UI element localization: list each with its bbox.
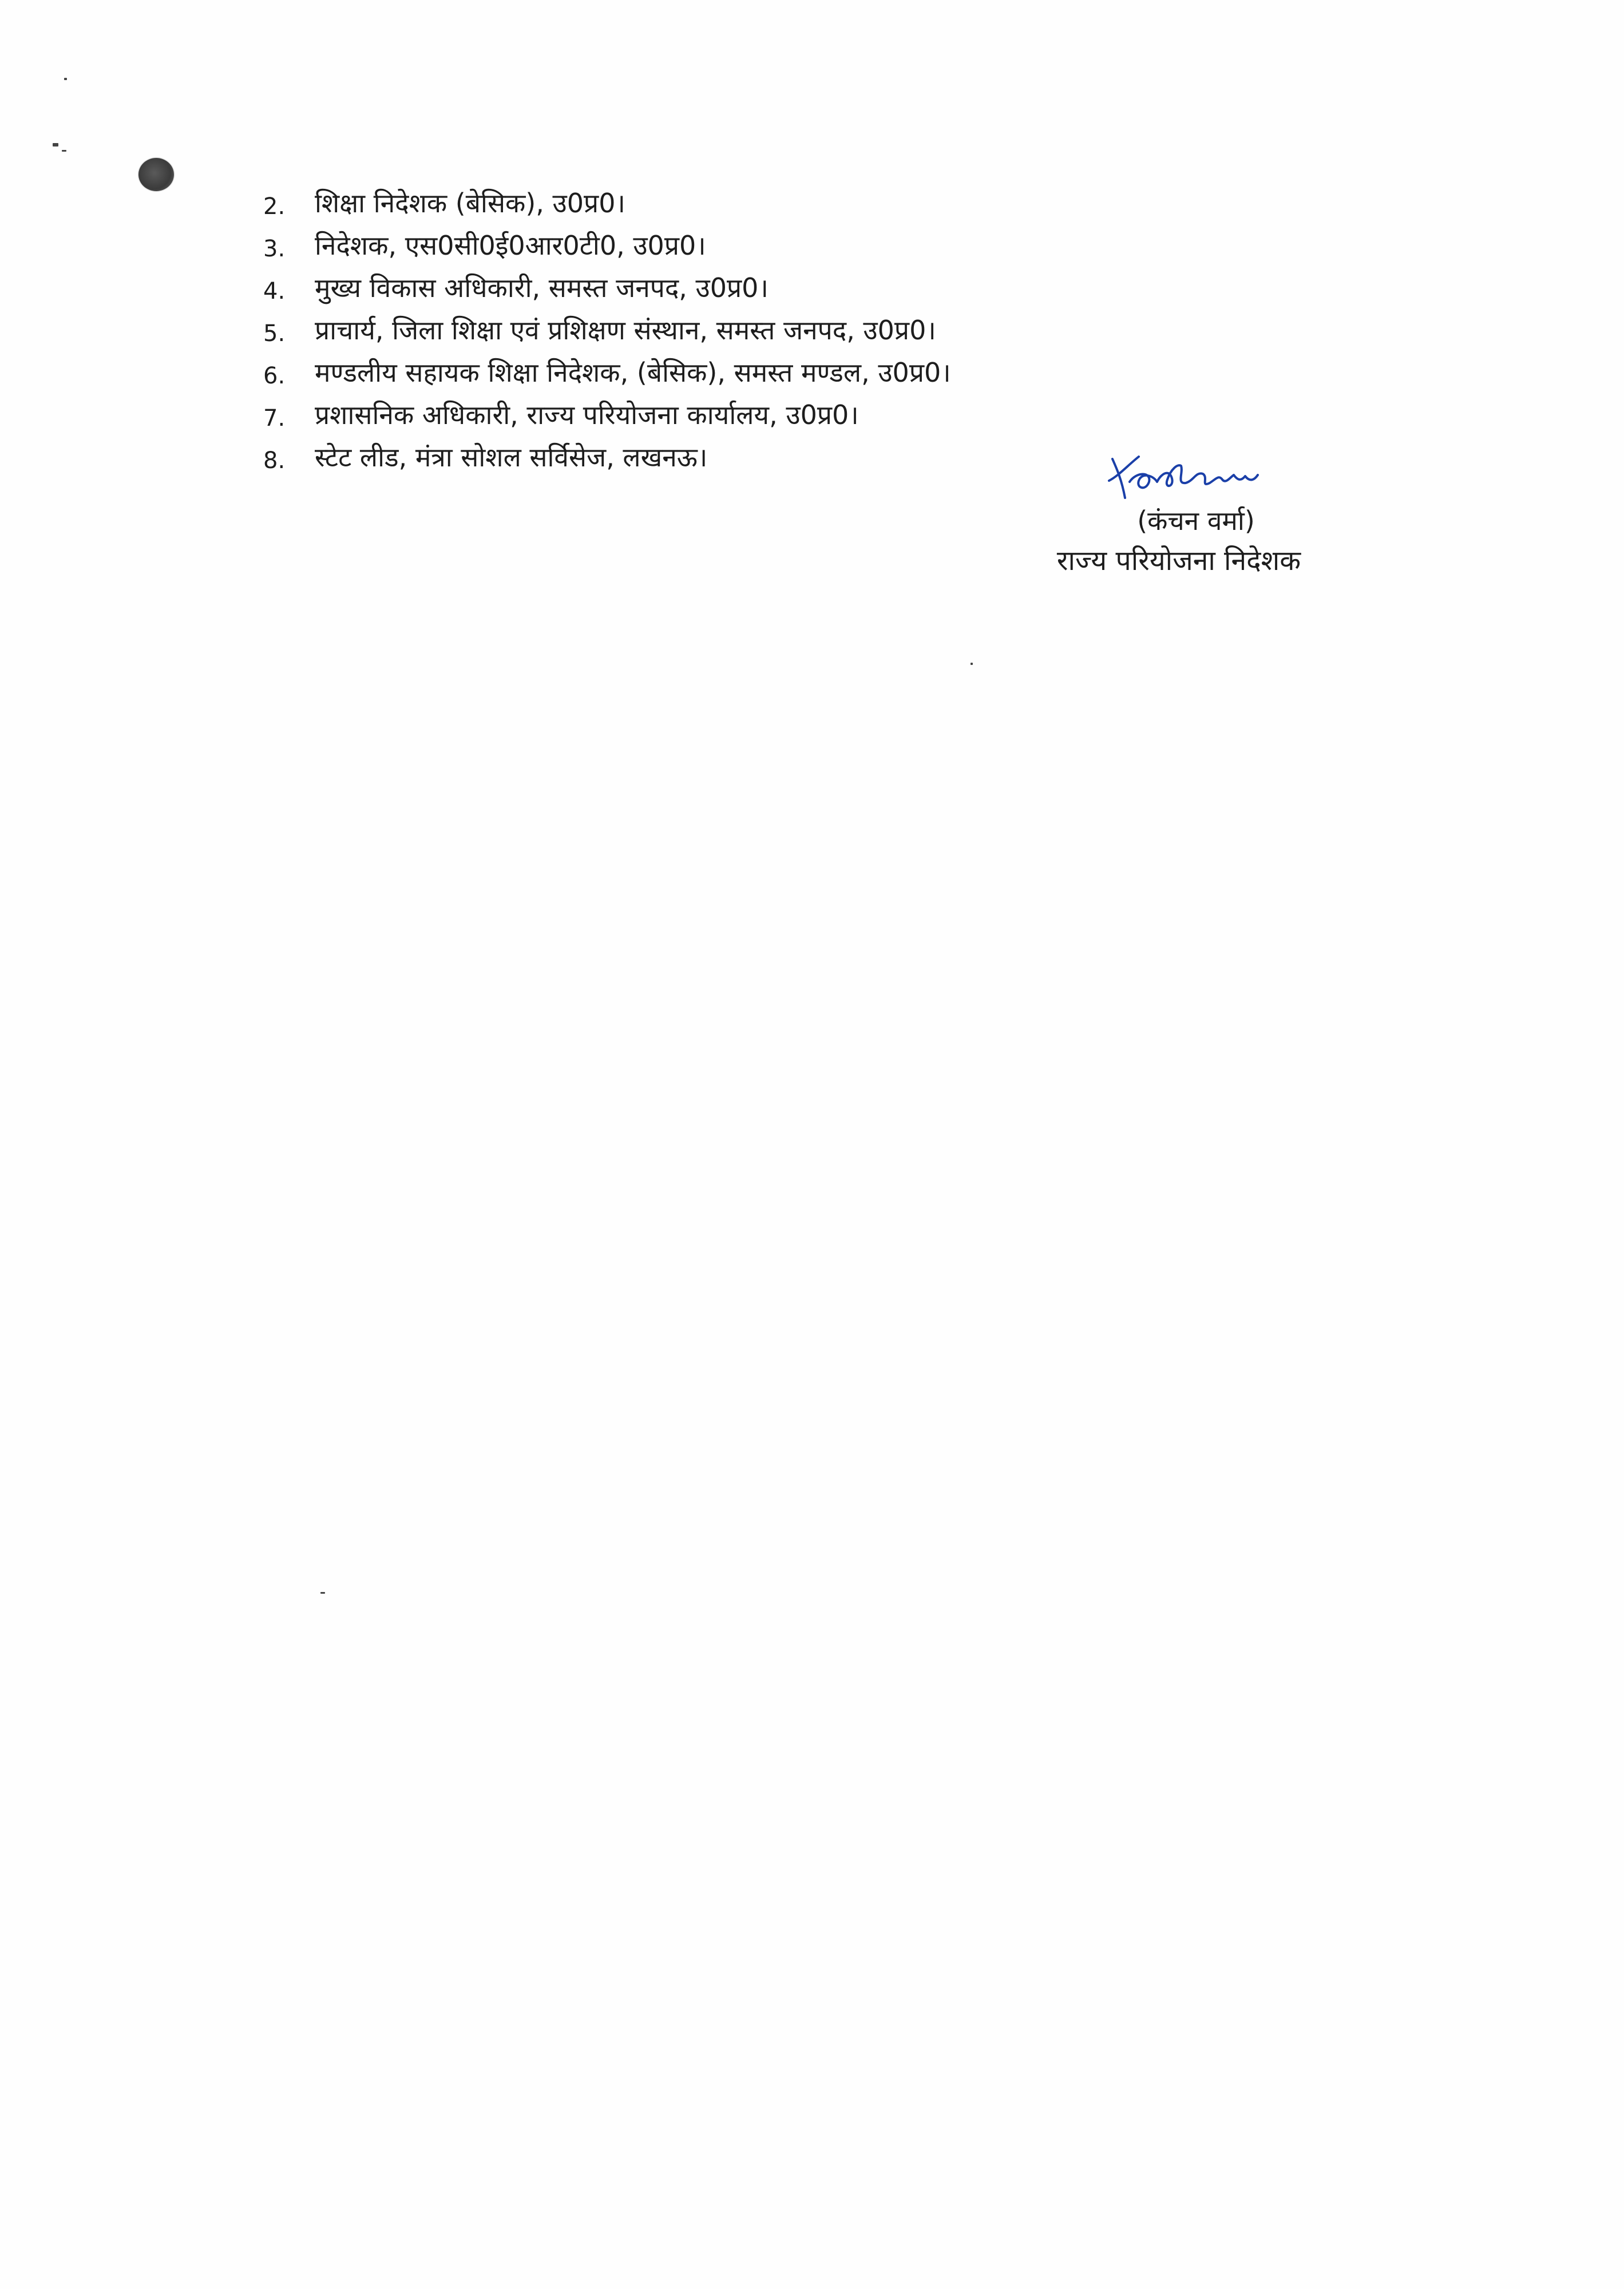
list-item-number: 8.: [263, 447, 286, 474]
list-item: [263, 351, 1122, 394]
list-item: [263, 267, 1122, 309]
list-item-number: 3.: [263, 236, 286, 262]
list-item: [263, 182, 1122, 224]
list-item-text: प्रशासनिक अधिकारी, राज्य परियोजना कार्यालय, उ0प्र0।: [315, 399, 859, 430]
list-item-number: 5.: [263, 320, 286, 347]
scan-speck: [320, 1592, 325, 1594]
handwritten-signature: [1104, 446, 1322, 509]
distribution-list: [263, 182, 1122, 478]
scan-speck: [64, 78, 67, 80]
list-item-number: 2.: [263, 193, 286, 220]
list-item: [263, 224, 1122, 267]
signer-name: (कंचन वर्मा): [1137, 505, 1255, 536]
list-item-text: मण्डलीय सहायक शिक्षा निदेशक, (बेसिक), समस्त मण्डल, उ0प्र0।: [315, 357, 951, 388]
scan-speck: [971, 663, 973, 665]
list-item: [263, 394, 1122, 436]
list-item-number: 4.: [263, 278, 286, 304]
list-item-text: प्राचार्य, जिला शिक्षा एवं प्रशिक्षण संस्थान, समस्त जनपद, उ0प्र0।: [315, 315, 936, 346]
list-item-text: स्टेट लीड, मंत्रा सोशल सर्विसेज, लखनऊ।: [315, 442, 708, 473]
signature-block: [1019, 446, 1362, 595]
list-item-text: मुख्य विकास अधिकारी, समस्त जनपद, उ0प्र0।: [315, 272, 769, 303]
list-item-text: शिक्षा निदेशक (बेसिक), उ0प्र0।: [315, 188, 625, 219]
signer-designation: राज्य परियोजना निदेशक: [1056, 545, 1301, 577]
list-item-text: निदेशक, एस0सी0ई0आर0टी0, उ0प्र0।: [315, 230, 706, 261]
scan-speck: [53, 143, 58, 146]
list-item-number: 6.: [263, 363, 286, 389]
list-item: [263, 309, 1122, 351]
list-item-number: 7.: [263, 405, 286, 431]
punch-hole-mark: [138, 158, 174, 191]
list-item: [263, 436, 1122, 478]
scan-speck: [62, 150, 66, 152]
